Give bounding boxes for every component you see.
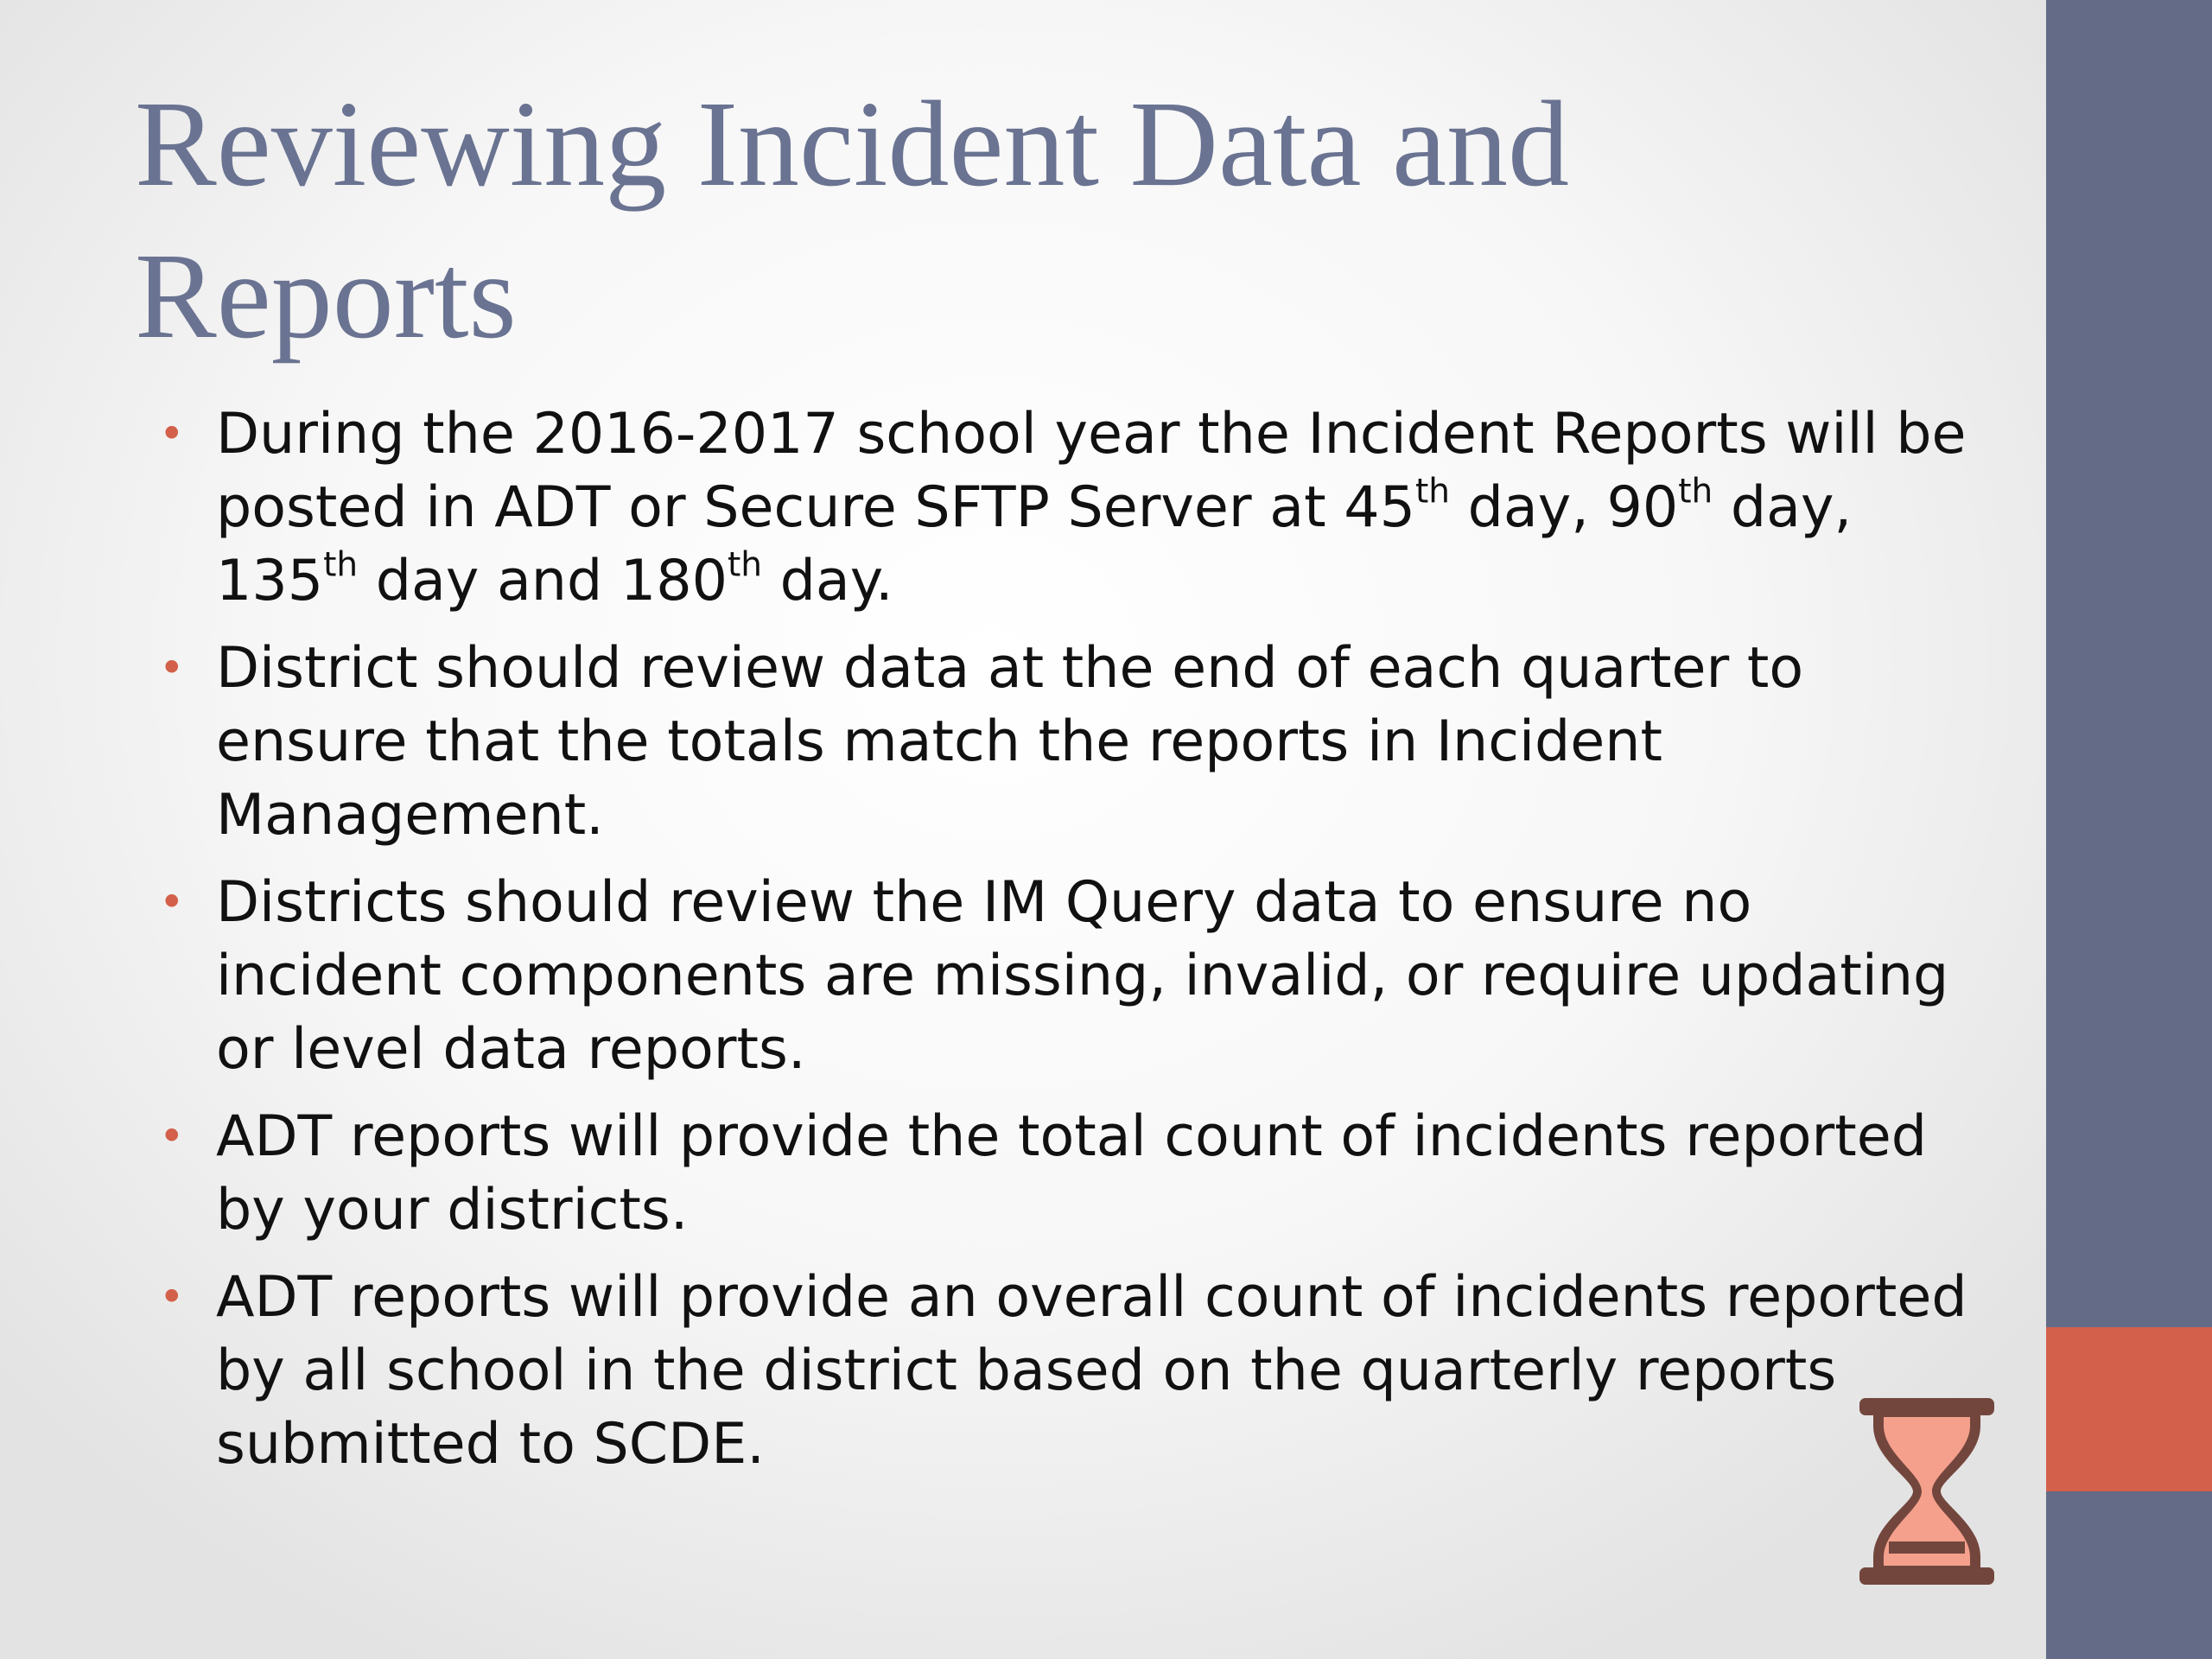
bullet-item-3	[159, 866, 1987, 1086]
bullet-text-part: day and 180	[358, 549, 728, 613]
bullet-text-part: day, 135	[216, 475, 1853, 613]
slide-title: Reviewing Incident Data and Reports	[135, 75, 1570, 364]
bullet-marker: •	[159, 409, 185, 459]
bullet-text: Districts should review the IM Query data to ensure no incident components are missing, invalid, or require updating or level data reports.	[216, 870, 1949, 1082]
bullet-text	[216, 402, 1967, 613]
bullet-text: District should review data at the end of each quarter to ensure that the totals match the reports in Incident Management.	[216, 636, 1804, 848]
bullet-item-5	[159, 1261, 1987, 1481]
ordinal-suffix: th	[1678, 472, 1713, 512]
bullet-text-part: day, 90	[1449, 475, 1679, 540]
ordinal-suffix: th	[1414, 472, 1450, 512]
bullet-item-2	[159, 632, 1987, 852]
bullet-marker: •	[159, 1272, 185, 1322]
bullet-text: ADT reports will provide the total count of incidents reported by your districts.	[216, 1104, 1927, 1243]
hourglass-icon	[1858, 1396, 1996, 1586]
bullet-marker: •	[159, 1111, 185, 1161]
ordinal-suffix: th	[728, 545, 763, 585]
bullet-text-part: During the 2016-2017 school year the Incident Reports will be posted in ADT or Secure SFTP Server at 45	[216, 402, 1967, 540]
ordinal-suffix: th	[323, 545, 359, 585]
bullet-text: ADT reports will provide an overall count of incidents reported by all school in the district based on the quarterly reports submitted to SCDE.	[216, 1265, 1967, 1477]
bullet-marker: •	[159, 877, 185, 927]
side-accent-block	[2046, 1327, 2212, 1491]
bullet-item-4	[159, 1100, 1987, 1247]
bullet-list	[159, 397, 1987, 1495]
bullet-item-1	[159, 397, 1987, 618]
bullet-marker: •	[159, 643, 185, 693]
bullet-text-part: day.	[762, 549, 893, 613]
